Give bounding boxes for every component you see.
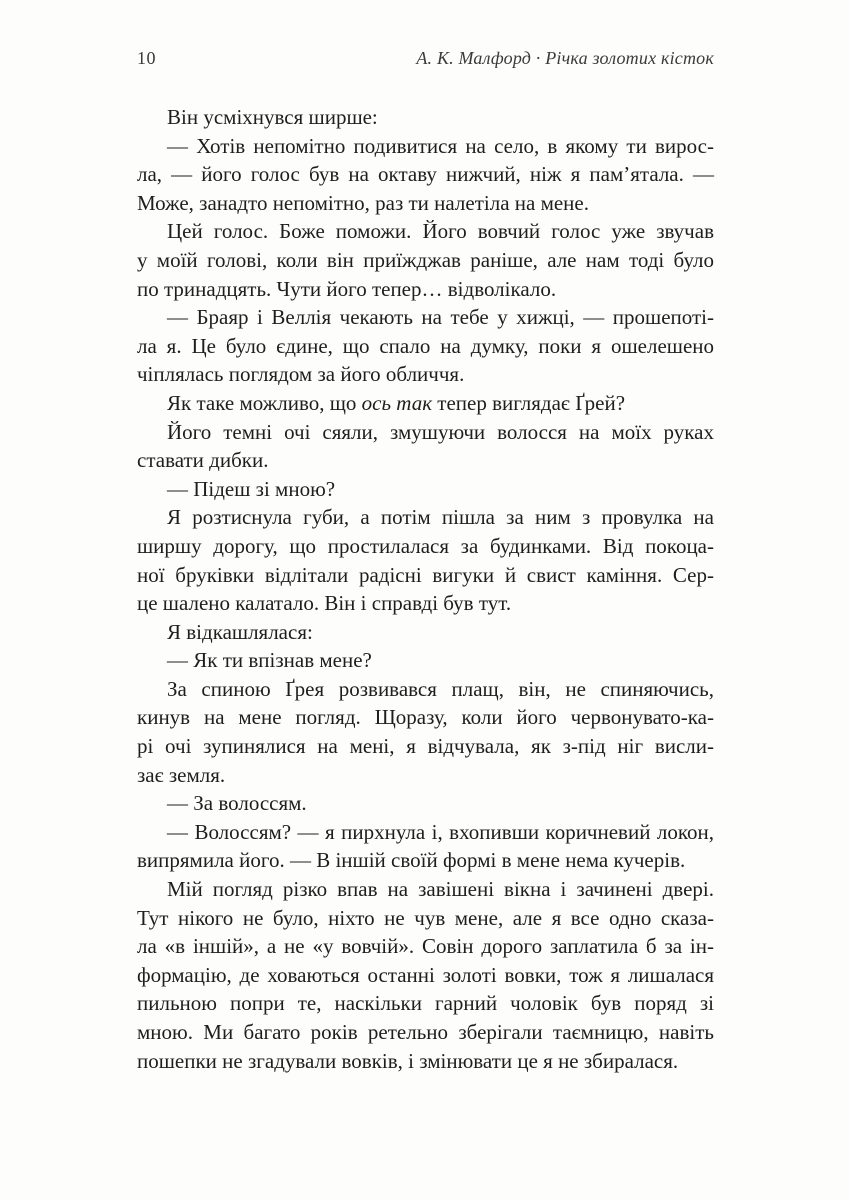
text-segment: по тринадцять. Чути його тепер… відволікало. bbox=[137, 276, 557, 301]
paragraph bbox=[137, 132, 714, 218]
paragraph bbox=[137, 217, 714, 303]
paragraph bbox=[137, 789, 714, 818]
text-segment: — Підеш зі мною? bbox=[167, 476, 336, 501]
text-line bbox=[137, 275, 714, 304]
page-body bbox=[137, 103, 714, 1075]
text-segment: мною. Ми багато років ретельно зберігали таємницю, навіть bbox=[137, 1020, 714, 1044]
text-segment: рі очі зупинялися на мені, я відчувала, як з-під ніг висли- bbox=[137, 734, 714, 759]
text-segment: ла я. Це було єдине, що спало на думку, поки я ошелешено bbox=[137, 333, 714, 358]
paragraph bbox=[137, 618, 714, 647]
text-line bbox=[137, 904, 714, 933]
text-segment: Я розтиснула губи, а потім пішла за ним з провулка на bbox=[167, 505, 714, 530]
text-segment: ла, — його голос був на октаву нижчий, ніж я пам’ятала. — bbox=[137, 162, 714, 187]
paragraph bbox=[137, 103, 714, 132]
text-segment: Мій погляд різко впав на завішені вікна і зачинені двері. bbox=[167, 877, 714, 902]
text-segment: — Хотів непомітно подивитися на село, в якому ти вирос- bbox=[167, 133, 714, 158]
text-segment: зає земля. bbox=[137, 762, 226, 787]
paragraph bbox=[137, 675, 714, 789]
text-segment: тепер виглядає Ґрей? bbox=[432, 390, 626, 415]
text-line bbox=[137, 561, 714, 590]
text-line bbox=[137, 160, 714, 189]
text-segment: Його темні очі сяяли, змушуючи волосся на моїх руках bbox=[167, 419, 714, 444]
text-line bbox=[137, 618, 714, 647]
text-line bbox=[137, 789, 714, 818]
running-title: А. К. Малфорд · Річка золотих кісток bbox=[416, 48, 714, 68]
paragraph bbox=[137, 303, 714, 389]
text-segment: — Як ти впізнав мене? bbox=[167, 648, 372, 673]
text-line bbox=[137, 418, 714, 447]
text-line bbox=[137, 589, 714, 618]
paragraph bbox=[137, 475, 714, 504]
text-segment: пильною попри те, наскільки гарний чоловік був поряд зі bbox=[137, 991, 714, 1016]
paragraph bbox=[137, 389, 714, 418]
text-line bbox=[137, 989, 714, 1018]
text-line bbox=[137, 389, 714, 418]
text-line bbox=[137, 932, 714, 961]
text-line bbox=[137, 732, 714, 761]
text-line bbox=[137, 332, 714, 361]
text-segment: Я відкашлялася: bbox=[167, 619, 313, 644]
text-segment: Може, занадто непомітно, раз ти налетіла на мене. bbox=[137, 190, 589, 215]
text-line bbox=[137, 1047, 714, 1076]
text-line bbox=[137, 303, 714, 332]
paragraph bbox=[137, 875, 714, 1075]
text-column bbox=[137, 48, 714, 1075]
paragraph bbox=[137, 418, 714, 475]
text-line bbox=[137, 875, 714, 904]
text-segment: Як таке можливо, що bbox=[167, 390, 362, 415]
text-line bbox=[137, 961, 714, 990]
text-segment: Цей голос. Боже поможи. Його вовчий голос уже звучав bbox=[167, 219, 714, 244]
text-segment: чіплялась поглядом за його обличчя. bbox=[137, 362, 465, 387]
text-segment: Тут нікого не було, ніхто не чув мене, але я все одно сказа- bbox=[137, 905, 714, 930]
text-segment: у моїй голові, коли він приїжджав раніше, але нам тоді було bbox=[137, 247, 714, 272]
running-header bbox=[137, 48, 714, 69]
text-segment: Він усміхнувся ширше: bbox=[167, 105, 378, 129]
page-number: 10 bbox=[137, 48, 156, 68]
text-line bbox=[137, 360, 714, 389]
text-segment: ної бруківки відлітали радісні вигуки й свист каміння. Сер- bbox=[137, 562, 714, 587]
text-line bbox=[137, 503, 714, 532]
text-line bbox=[137, 532, 714, 561]
text-line bbox=[137, 475, 714, 504]
text-line bbox=[137, 761, 714, 790]
paragraph bbox=[137, 646, 714, 675]
text-segment: — Волоссям? — я пирхнула і, вхопивши коричневий локон, bbox=[167, 819, 714, 844]
text-segment: ширшу дорогу, що простилалася за будинками. Від покоца- bbox=[137, 533, 714, 558]
text-segment: ла «в іншій», а не «у вовчій». Совін дорого заплатила б за ін- bbox=[137, 934, 714, 959]
text-segment: формацію, де ховаються останні золоті вовки, тож я лишалася bbox=[137, 962, 714, 987]
text-line bbox=[137, 1018, 714, 1047]
text-segment: це шалено калатало. Він і справді був тут. bbox=[137, 591, 512, 616]
text-segment: ставати дибки. bbox=[137, 448, 269, 473]
text-segment: пошепки не згадували вовків, і змінювати це я не збиралася. bbox=[137, 1048, 679, 1073]
text-line bbox=[137, 103, 714, 132]
italic-text: ось так bbox=[361, 390, 433, 415]
paragraph bbox=[137, 503, 714, 617]
text-line bbox=[137, 846, 714, 875]
text-line bbox=[137, 703, 714, 732]
text-line bbox=[137, 132, 714, 161]
paragraph bbox=[137, 818, 714, 875]
text-line bbox=[137, 446, 714, 475]
text-line bbox=[137, 646, 714, 675]
text-segment: — Браяр і Веллія чекають на тебе у хижці, — прошепоті- bbox=[167, 305, 714, 330]
text-segment: — За волоссям. bbox=[167, 791, 307, 816]
text-line bbox=[137, 818, 714, 847]
text-line bbox=[137, 675, 714, 704]
text-segment: За спиною Ґрея розвивався плащ, він, не спиняючись, bbox=[167, 676, 714, 701]
text-segment: випрямила його. — В іншій своїй формі в мене нема кучерів. bbox=[137, 848, 686, 873]
text-line bbox=[137, 217, 714, 246]
text-line bbox=[137, 189, 714, 218]
text-segment: кинув на мене погляд. Щоразу, коли його червонувато-ка- bbox=[137, 705, 714, 730]
text-line bbox=[137, 246, 714, 275]
